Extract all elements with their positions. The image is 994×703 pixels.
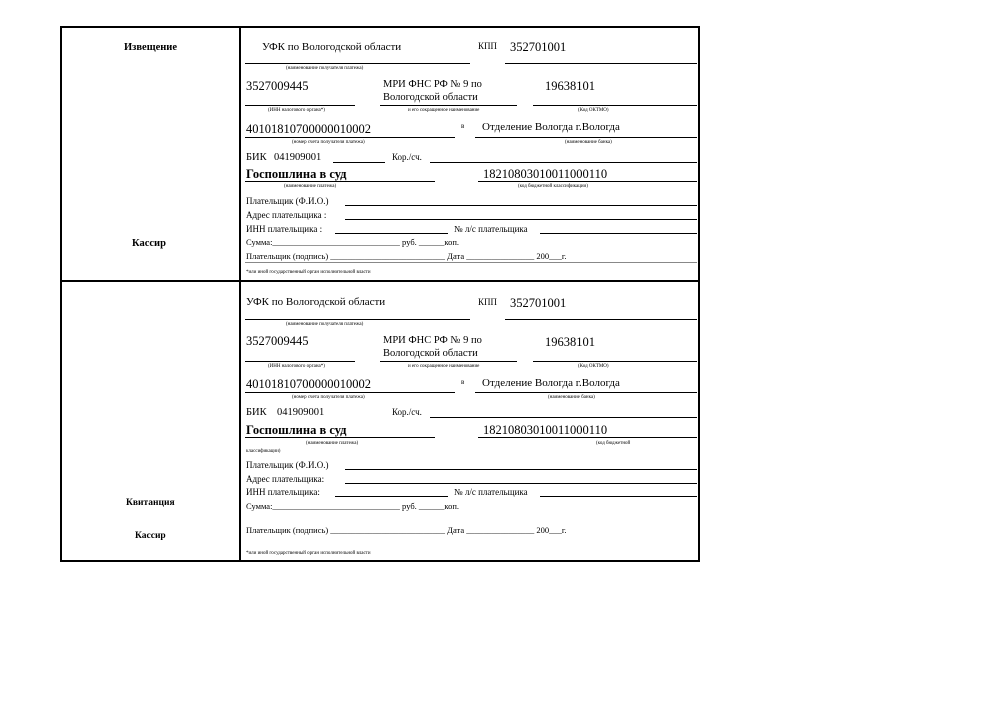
short-name-caption-2: и его сокращенное наименование (408, 364, 480, 369)
kbk-caption: (код бюджетной классификации) (518, 184, 588, 189)
kbk-caption-2: (код бюджетной (596, 441, 631, 446)
tax-office-name-2-2: Вологодской области (383, 348, 478, 359)
recipient-name-2: УФК по Вологодской области (246, 296, 386, 308)
inn-caption: (ИНН налогового органа*) (268, 108, 325, 113)
inn-caption-2: (ИНН налогового органа*) (268, 364, 325, 369)
short-name-caption: и его сокращенное наименование (408, 108, 480, 113)
bik-value-2: 041909001 (277, 407, 325, 418)
inn-underline (245, 105, 355, 106)
account-number: 40101810700000010002 (246, 122, 371, 136)
payment-name: Госпошлина в суд (246, 167, 347, 181)
kpp-underline (505, 63, 697, 64)
corr-account-label-2: Кор./сч. (392, 407, 422, 417)
bank-underline-2 (475, 392, 697, 393)
account-caption-2: (номер счета получателя платежа) (292, 395, 365, 400)
kbk-underline-2 (478, 437, 697, 438)
payer-inn-field[interactable] (335, 233, 448, 234)
payer-account-label-2: № л/с плательщика (454, 487, 528, 497)
kbk-value-2: 18210803010011000110 (483, 423, 608, 437)
inn-underline-2 (245, 361, 355, 362)
notice-label: Извещение (124, 42, 178, 53)
payer-address-label: Адрес плательщика : (246, 210, 327, 220)
payer-address-field[interactable] (345, 219, 697, 220)
inn-value-2: 3527009445 (246, 334, 309, 348)
payment-caption: (наименование платежа) (284, 184, 337, 189)
corr-account-label: Кор./сч. (392, 152, 422, 162)
tax-name-underline (380, 105, 517, 106)
in-word: в (461, 122, 465, 130)
signature-row-underline (245, 262, 697, 263)
receipt-label: Квитанция (126, 498, 175, 508)
bik-label: БИК (246, 152, 267, 163)
oktmo-underline (533, 105, 697, 106)
account-underline (245, 137, 455, 138)
corr-account-underline-2 (430, 417, 697, 418)
bik-value: 041909001 (274, 152, 322, 163)
kbk-caption-cont-2: классификации) (246, 449, 281, 454)
in-word-2: в (461, 378, 465, 386)
payer-account-field-2[interactable] (540, 496, 697, 497)
tax-name-underline-2 (380, 361, 517, 362)
footnote: *или иной государственный орган исполнительной власти (246, 270, 371, 275)
sum-line-2: Сумма:______________________________ руб. ______коп. (246, 501, 460, 511)
signature-date-line: Плательщик (подпись) ___________________________ Дата ________________ 200___г. (246, 251, 567, 261)
corr-account-underline (430, 162, 697, 163)
payment-caption-2: (наименование платежа) (306, 441, 359, 446)
payer-inn-field-2[interactable] (335, 496, 448, 497)
bank-name: Отделение Вологда г.Вологда (482, 121, 620, 133)
payer-address-label-2: Адрес плательщика: (246, 474, 325, 484)
receipt-form-frame (60, 26, 700, 562)
account-number-2: 40101810700000010002 (246, 377, 371, 391)
payer-fio-field[interactable] (345, 205, 697, 206)
payer-inn-label-2: ИНН плательщика: (246, 487, 320, 497)
kbk-value: 18210803010011000110 (483, 167, 608, 181)
oktmo-value: 19638101 (545, 79, 595, 93)
payer-address-field-2[interactable] (345, 483, 697, 484)
recipient-name: УФК по Вологодской области (262, 41, 402, 53)
payer-account-label: № л/с плательщика (454, 224, 528, 234)
payer-fio-label: Плательщик (Ф.И.О.) (246, 196, 329, 206)
payment-name-underline (245, 181, 435, 182)
bank-caption: (наименование банка) (565, 140, 612, 145)
payer-fio-label-2: Плательщик (Ф.И.О.) (246, 460, 329, 470)
kpp-value: 352701001 (510, 40, 567, 54)
account-underline-2 (245, 392, 455, 393)
bank-caption-2: (наименование банка) (548, 395, 595, 400)
recipient-underline-2 (245, 319, 470, 320)
sum-line: Сумма:______________________________ руб. ______коп. (246, 237, 460, 247)
payment-name-2: Госпошлина в суд (246, 423, 347, 437)
inn-value: 3527009445 (246, 79, 309, 93)
account-caption: (номер счета получателя платежа) (292, 140, 365, 145)
cashier-label: Кассир (132, 238, 166, 249)
oktmo-underline-2 (533, 361, 697, 362)
signature-date-line-2: Плательщик (подпись) ___________________________ Дата ________________ 200___г. (246, 525, 567, 535)
kpp-label: КПП (478, 41, 498, 51)
recipient-caption: (наименование получателя платежа) (286, 66, 364, 71)
oktmo-caption-2: (Код ОКТМО) (578, 364, 609, 369)
section-divider (60, 280, 700, 282)
kpp-label-2: КПП (478, 297, 498, 307)
recipient-underline (245, 63, 470, 64)
footnote-2: *или иной государственный орган исполнительной власти (246, 551, 371, 556)
cashier-label-2: Кассир (135, 531, 166, 541)
payer-fio-field-2[interactable] (345, 469, 697, 470)
recipient-caption-2: (наименование получателя платежа) (286, 322, 364, 327)
kbk-underline (478, 181, 697, 182)
bank-underline (475, 137, 697, 138)
payer-inn-label: ИНН плательщика : (246, 224, 323, 234)
bik-underline (333, 162, 385, 163)
kpp-value-2: 352701001 (510, 296, 567, 310)
kpp-underline-2 (505, 319, 697, 320)
tax-office-name-1-2: МРИ ФНС РФ № 9 по (383, 335, 482, 346)
tax-office-name-1: МРИ ФНС РФ № 9 по (383, 79, 482, 90)
payer-account-field[interactable] (540, 233, 697, 234)
payment-name-underline-2 (245, 437, 435, 438)
oktmo-value-2: 19638101 (545, 335, 595, 349)
bank-name-2: Отделение Вологда г.Вологда (482, 377, 620, 389)
column-divider (239, 26, 241, 562)
oktmo-caption: (Код ОКТМО) (578, 108, 609, 113)
bik-label-2: БИК (246, 407, 267, 418)
tax-office-name-2: Вологодской области (383, 92, 478, 103)
